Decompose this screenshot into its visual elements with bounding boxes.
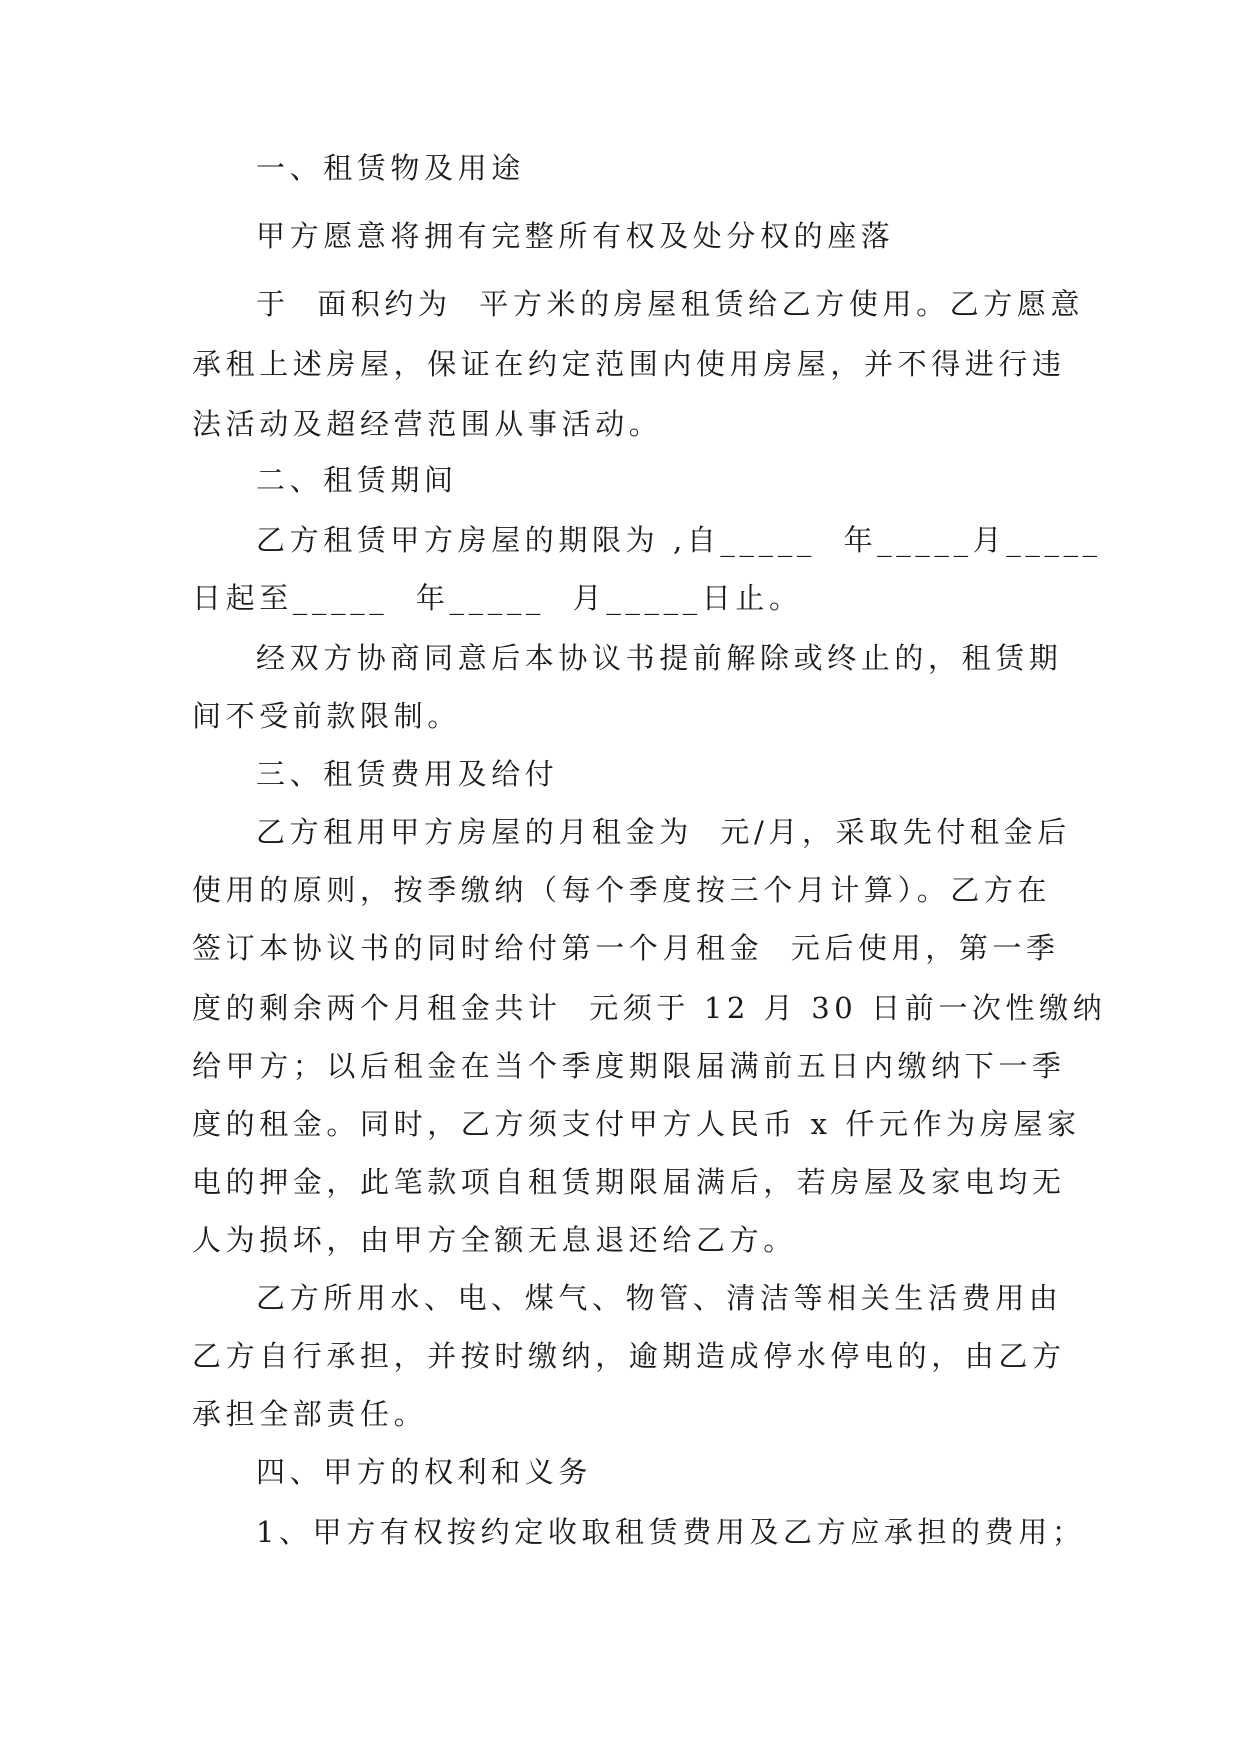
paragraph-line: 承担全部责任。 bbox=[192, 1397, 428, 1431]
paragraph-line: 给甲方；以后租金在当个季度期限届满前五日内缴纳下一季 bbox=[192, 1049, 1066, 1083]
paragraph-line: 甲方愿意将拥有完整所有权及处分权的座落 bbox=[256, 219, 895, 253]
paragraph-line: 法活动及超经营范围从事活动。 bbox=[192, 407, 663, 441]
paragraph-line: 人为损坏，由甲方全额无息退还给乙方。 bbox=[192, 1223, 797, 1257]
paragraph-line: 度的租金。同时，乙方须支付甲方人民币 x 仟元作为房屋家 bbox=[192, 1107, 1081, 1141]
paragraph-line: 乙方租赁甲方房屋的期限为 ,自_____ 年_____月_____ bbox=[256, 523, 1102, 557]
paragraph-line: 间不受前款限制。 bbox=[192, 699, 461, 733]
section-heading: 四、甲方的权利和义务 bbox=[256, 1455, 593, 1489]
section-heading: 一、租赁物及用途 bbox=[256, 151, 525, 185]
paragraph-line: 乙方所用水、电、煤气、物管、清洁等相关生活费用由 bbox=[256, 1281, 1063, 1315]
paragraph-line: 电的押金，此笔款项自租赁期限届满后，若房屋及家电均无 bbox=[192, 1165, 1066, 1199]
paragraph-line: 乙方自行承担，并按时缴纳，逾期造成停水停电的，由乙方 bbox=[192, 1339, 1066, 1373]
paragraph-line: 承租上述房屋，保证在约定范围内使用房屋，并不得进行违 bbox=[192, 347, 1066, 381]
paragraph-line: 使用的原则，按季缴纳（每个季度按三个月计算）。乙方在 bbox=[192, 873, 1052, 907]
paragraph-line: 经双方协商同意后本协议书提前解除或终止的，租赁期 bbox=[256, 641, 1063, 675]
paragraph-line: 度的剩余两个月租金共计 元须于 12 月 30 日前一次性缴纳 bbox=[192, 991, 1107, 1025]
paragraph-line: 日起至_____ 年_____ 月_____日止。 bbox=[192, 581, 803, 615]
section-heading: 二、租赁期间 bbox=[256, 463, 458, 497]
paragraph-line: 乙方租用甲方房屋的月租金为 元/月，采取先付租金后 bbox=[256, 815, 1071, 849]
section-heading: 三、租赁费用及给付 bbox=[256, 757, 559, 791]
paragraph-line: 签订本协议书的同时给付第一个月租金 元后使用，第一季 bbox=[192, 931, 1060, 965]
paragraph-line: 1、甲方有权按约定收取租赁费用及乙方应承担的费用； bbox=[256, 1515, 1086, 1549]
paragraph-line: 于 面积约为 平方米的房屋租赁给乙方使用。乙方愿意 bbox=[256, 287, 1085, 321]
